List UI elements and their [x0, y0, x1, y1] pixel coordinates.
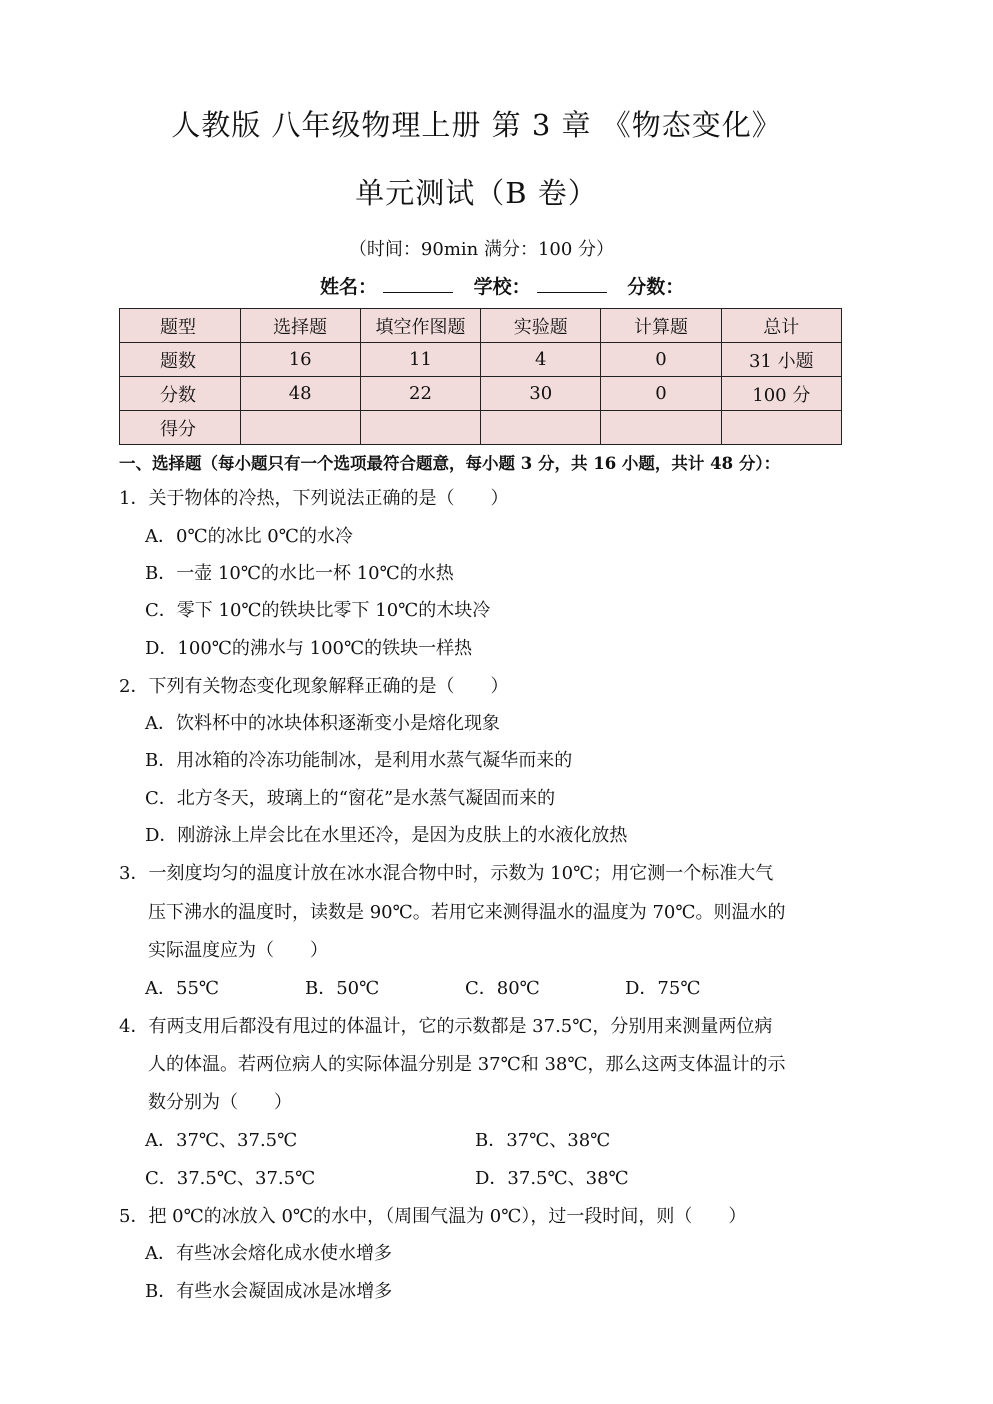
table-row — [120, 343, 842, 377]
score-input-cell[interactable] — [240, 411, 360, 445]
question-option: D．37.5℃、38℃ — [475, 1168, 629, 1189]
score-input-cell[interactable] — [601, 411, 721, 445]
table-cell: 30 — [481, 377, 601, 411]
question-stem: 5．把 0℃的冰放入 0℃的水中，（周围气温为 0℃），过一段时间，则（ ） — [119, 1206, 747, 1227]
exam-title: 人教版 八年级物理上册 第 3 章 《物态变化》 — [171, 108, 782, 142]
student-info-line — [320, 272, 684, 299]
question-option: C．零下 10℃的铁块比零下 10℃的木块冷 — [145, 600, 491, 621]
table-row — [120, 411, 842, 445]
table-cell: 48 — [240, 377, 360, 411]
question-stem-continued: 人的体温。若两位病人的实际体温分别是 37℃和 38℃，那么这两支体温计的示 — [148, 1054, 786, 1075]
section-heading: 一、选择题（每小题只有一个选项最符合题意，每小题 3 分，共 16 小题，共计 48 分）： — [119, 454, 781, 473]
question-option: D．100℃的沸水与 100℃的铁块一样热 — [145, 638, 473, 659]
table-cell: 总计 — [721, 309, 841, 343]
question-option: B．有些水会凝固成冰是冰增多 — [145, 1281, 393, 1302]
table-cell: 22 — [360, 377, 480, 411]
table-cell: 0 — [601, 377, 721, 411]
score-input-cell[interactable] — [360, 411, 480, 445]
table-cell: 实验题 — [481, 309, 601, 343]
school-label: 学校： — [473, 276, 531, 298]
question-stem-continued: 数分别为（ ） — [148, 1092, 292, 1113]
question-stem: 2．下列有关物态变化现象解释正确的是（ ） — [119, 676, 509, 697]
score-input-cell[interactable] — [481, 411, 601, 445]
table-cell: 31 小题 — [721, 343, 841, 377]
table-cell: 16 — [240, 343, 360, 377]
score-input-cell[interactable] — [721, 411, 841, 445]
table-cell: 题型 — [120, 309, 241, 343]
table-cell: 分数 — [120, 377, 241, 411]
question-stem: 1．关于物体的冷热，下列说法正确的是（ ） — [119, 488, 509, 509]
question-option: B．用冰箱的冷冻功能制冰，是利用水蒸气凝华而来的 — [145, 750, 573, 771]
question-option: D．刚游泳上岸会比在水里还冷，是因为皮肤上的水液化放热 — [145, 825, 628, 846]
time-info: （时间：90min 满分：100 分） — [348, 239, 615, 260]
name-label: 姓名： — [320, 276, 378, 298]
school-blank — [537, 274, 607, 293]
question-option: A．饮料杯中的冰块体积逐渐变小是熔化现象 — [145, 713, 500, 734]
question-stem: 4．有两支用后都没有甩过的体温计，它的示数都是 37.5℃，分别用来测量两位病 — [119, 1016, 773, 1037]
table-cell: 100 分 — [721, 377, 841, 411]
table-row — [120, 377, 842, 411]
table-cell: 11 — [360, 343, 480, 377]
table-cell: 填空作图题 — [360, 309, 480, 343]
question-option: C．北方冬天，玻璃上的“窗花”是水蒸气凝固而来的 — [145, 788, 556, 809]
exam-subtitle: 单元测试（B 卷） — [355, 176, 598, 210]
question-option: B．50℃ — [305, 978, 380, 999]
table-cell: 选择题 — [240, 309, 360, 343]
question-option: A．37℃、37.5℃ — [145, 1130, 298, 1151]
question-option: C．37.5℃、37.5℃ — [145, 1168, 316, 1189]
question-stem-continued: 实际温度应为（ ） — [148, 940, 328, 961]
score-table — [119, 308, 842, 445]
question-option: C．80℃ — [465, 978, 540, 999]
score-label: 分数： — [627, 276, 685, 298]
question-stem: 3．一刻度均匀的温度计放在冰水混合物中时，示数为 10℃；用它测一个标准大气 — [119, 863, 774, 884]
question-option: B．一壶 10℃的水比一杯 10℃的水热 — [145, 563, 454, 584]
question-option: D．75℃ — [625, 978, 701, 999]
table-cell: 0 — [601, 343, 721, 377]
table-cell: 计算题 — [601, 309, 721, 343]
table-header-row — [120, 309, 842, 343]
question-option: A．有些冰会熔化成水使水增多 — [145, 1243, 392, 1264]
table-cell: 题数 — [120, 343, 241, 377]
table-cell: 得分 — [120, 411, 241, 445]
name-blank — [383, 274, 453, 293]
question-option: A．0℃的冰比 0℃的水冷 — [145, 526, 353, 547]
table-cell: 4 — [481, 343, 601, 377]
question-option: A．55℃ — [145, 978, 220, 999]
question-option: B．37℃、38℃ — [475, 1130, 611, 1151]
question-stem-continued: 压下沸水的温度时，读数是 90℃。若用它来测得温水的温度为 70℃。则温水的 — [148, 902, 786, 923]
